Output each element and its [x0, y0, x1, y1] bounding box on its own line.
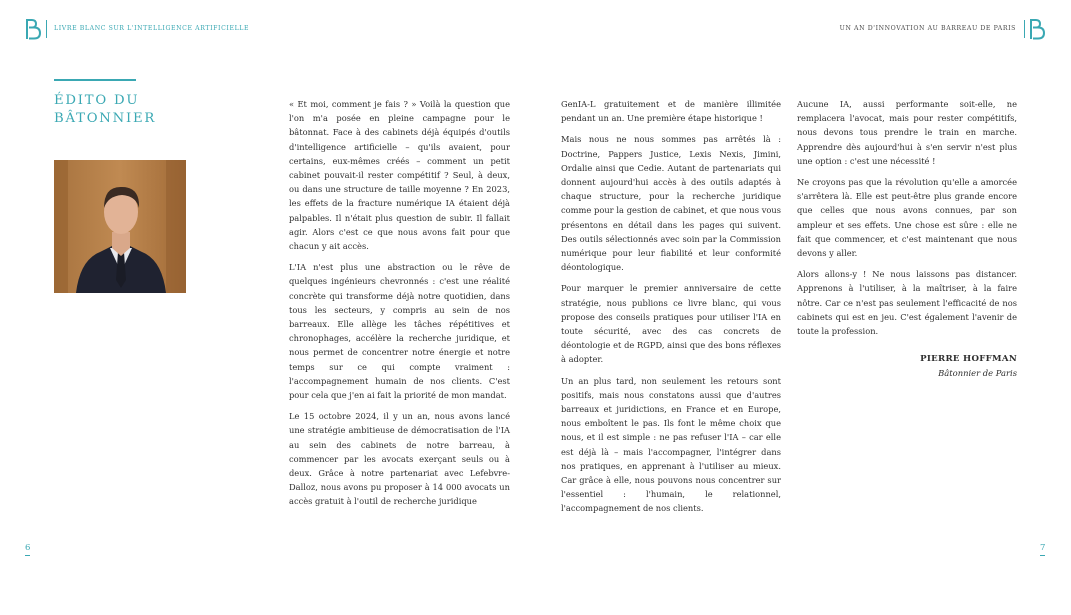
header-left-separator: [46, 20, 47, 38]
title-line-1: ÉDITO DU: [54, 93, 140, 108]
paragraph: Alors allons-y ! Ne nous laissons pas distancer. Apprenons à l'utiliser, à la maîtriser, à la faire nôtre. Car ce n'est pas seulement l'efficacité de nos cabinets qui est en jeu. C'est également l'avenir de toute la profession.: [797, 269, 1017, 337]
page-number-left: 6: [25, 543, 30, 556]
text-column-2: [561, 97, 781, 523]
page-number-right: 7: [1040, 543, 1045, 556]
barreau-logo-icon: [1029, 18, 1046, 40]
header-right-separator: [1024, 20, 1025, 38]
batonnier-portrait-photo: [54, 160, 186, 293]
paragraph: « Et moi, comment je fais ? » Voilà la question que l'on m'a posée en pleine campagne pour le bâtonnat. Face à des cabinets déjà équipés d'outils d'intelligence artificielle – qu'ils avaient, pour certains, eux-mêmes créés – comment un petit cabinet pouvait-il rester compétitif ? Seul, à deux, ou dans une structure de taille moyenne ? En 2023, les effets de la fracture numérique IA étaient déjà palpables. Il n'était plus question de subir. Il fallait agir. Alors c'est ce que nous avons fait pour que chacun y ait accès.: [289, 99, 510, 252]
text-column-1: [289, 97, 510, 516]
header-right-title: UN AN D'INNOVATION AU BARREAU DE PARIS: [839, 25, 1016, 32]
title-line-2: BÂTONNIER: [54, 111, 157, 126]
paragraph: L'IA n'est plus une abstraction ou le rêve de quelques ingénieurs chevronnés : c'est une réalité concrète qui transforme déjà notre quotidien, dans tous les secteurs, y compris au sein de nos barreaux. Elle allège les tâches répétitives et chronophages, accélère la recherche juridique, et nous permet de concentrer notre énergie et notre temps sur ce qui compte vraiment : l'accompagnement humain de nos clients. C'est pour cela que j'en ai fait la priorité de mon mandat.: [289, 262, 510, 401]
paragraph: Aucune IA, aussi performante soit-elle, ne remplacera l'avocat, mais pour rester compétitifs, nous devons tous prendre le train en marche. Apprendre dès aujourd'hui à s'en servir n'est plus une option : c'est une nécessité !: [797, 99, 1017, 166]
header-left-title: LIVRE BLANC SUR L'INTELLIGENCE ARTIFICIELLE: [54, 25, 250, 32]
title-accent-line: [54, 79, 136, 81]
paragraph: Pour marquer le premier anniversaire de cette stratégie, nous publions ce livre blanc, qui vous propose des conseils pratiques pour utiliser l'IA en toute sécurité, avec des cas concrets de déontologie et de RGPD, ainsi que des bons réflexes à adopter.: [561, 283, 781, 365]
paragraph: Ne croyons pas que la révolution qu'elle a amorcée s'arrêtera là. Elle est peut-être plus grande encore que celles que nous avons connues, par son ampleur et ses effets. Une chose est sûre : elle ne fait que commencer, et c'est maintenant que nous devons y aller.: [797, 177, 1017, 259]
paragraph: Mais nous ne nous sommes pas arrêtés là : Doctrine, Pappers Justice, Lexis Nexis, Jimini, Ordalie ainsi que Cedie. Autant de partenariats qui donnent aujourd'hui accès à des outils adaptés à chaque structure, pour la recherche juridique comme pour la gestion de cabinet, et que nous vous présentons en détail dans les pages qui suivent. Des outils sélectionnés avec soin par la Commission numérique pour leur fiabilité et leur conformité déontologique.: [561, 134, 781, 273]
paragraph: Le 15 octobre 2024, il y un an, nous avons lancé une stratégie ambitieuse de démocratisation de l'IA au sein des cabinets de notre barreau, à commencer par les avocats exerçant seuls ou à deux. Grâce à notre partenariat avec Lefebvre-Dalloz, nous avons pu proposer à 14 000 avocats un accès gratuit à l'outil de recherche juridique: [289, 411, 510, 507]
barreau-logo-icon: [25, 18, 42, 40]
text-column-3: [797, 97, 1017, 381]
page-title: [54, 92, 156, 128]
paragraph: Un an plus tard, non seulement les retours sont positifs, mais nous constatons aussi que d'autres barreaux et juridictions, en France et en Europe, nous emboîtent le pas. Ils font le même choix que nous, et il est simple : ne pas refuser l'IA – car elle est déjà là – mais l'accompagner, l'intégrer dans nos pratiques, en apprenant à l'utiliser au mieux. Car grâce à elle, nous pouvons nous concentrer sur l'essentiel : l'humain, le relationnel, l'accompagnement de nos clients.: [561, 375, 781, 514]
paragraph: GenIA-L gratuitement et de manière illimitée pendant un an. Une première étape historique !: [561, 99, 781, 124]
signature-name: PIERRE HOFFMAN: [920, 354, 1017, 365]
signature-role: Bâtonnier de Paris: [938, 368, 1017, 379]
